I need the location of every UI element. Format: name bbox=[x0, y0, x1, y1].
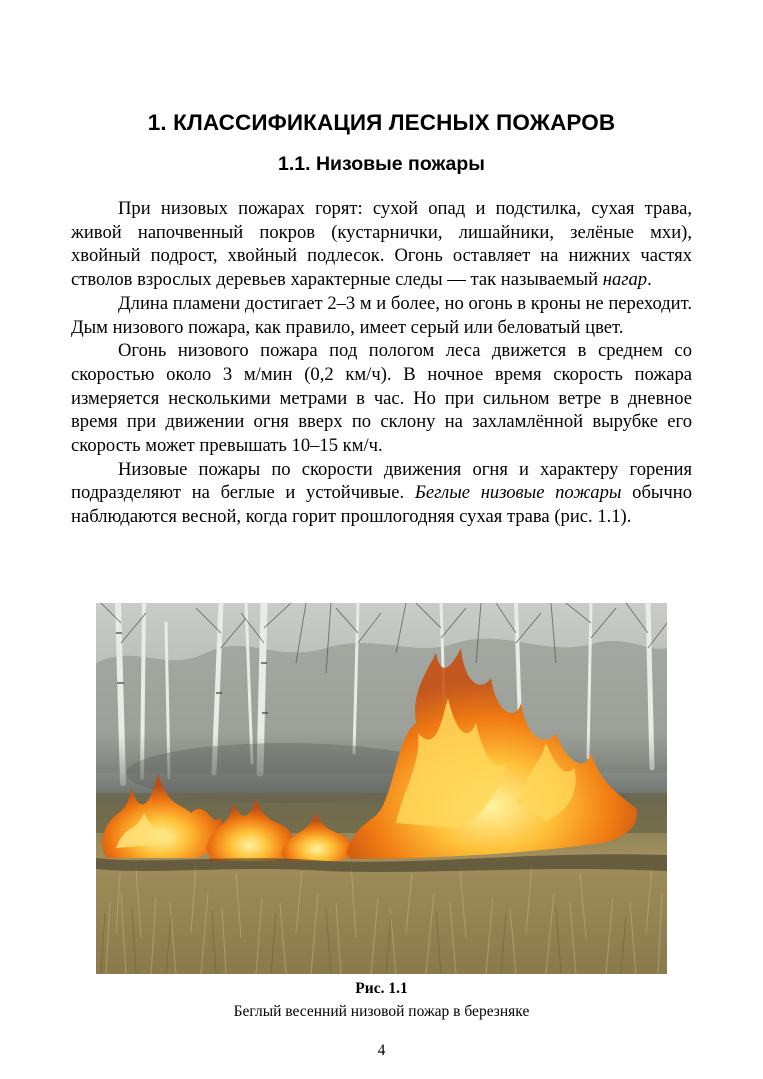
body-text bbox=[71, 197, 692, 529]
chapter-title: 1. КЛАССИФИКАЦИЯ ЛЕСНЫХ ПОЖАРОВ bbox=[147, 110, 616, 135]
figure-caption: Беглый весенний низовой пожар в березняке bbox=[233, 1003, 530, 1020]
emphasis-nagar: нагар bbox=[602, 269, 648, 291]
section-title: 1.1. Низовые пожары bbox=[278, 153, 485, 175]
figure-photo-forest-fire bbox=[96, 603, 667, 974]
forest-fire-illustration bbox=[96, 603, 667, 974]
paragraph-1 bbox=[71, 197, 692, 292]
paragraph-1-text: При низовых пожарах горят: сухой опад и подстилка, сухая трава, живой напочвенный покров (кустарнички, лишайники, зелёные мхи), хвойный подрост, хвойный подлесок. Огонь оставляет на нижних частях стволов взрослых деревьев характерные следы — так называемый bbox=[71, 198, 692, 291]
paragraph-3: Огонь низового пожара под пологом леса движется в среднем со скоростью около 3 м/мин (0,2 км/ч). В ночное время скорость пожара измеряется несколькими метрами в час. Но при сильном ветре в дневное время при движении огня вверх по склону на захламлённой вырубке его скорость может превышать 10–15 км/ч. bbox=[71, 340, 692, 457]
paragraph-2: Длина пламени достигает 2–3 м и более, но огонь в кроны не переходит. Дым низового пожара, как правило, имеет серый или беловатый цвет. bbox=[71, 292, 692, 338]
figure-label: Рис. 1.1 bbox=[355, 980, 408, 997]
paragraph-4 bbox=[71, 458, 692, 529]
page-number: 4 bbox=[377, 1042, 386, 1059]
paragraph-4-text: Низовые пожары по скорости движения огня и характеру горения подразделяют на беглые и устойчивые. bbox=[71, 458, 692, 504]
paragraph-1-tail: . bbox=[647, 269, 652, 291]
paragraph-4-tail: обычно наблюдаются весной, когда горит прошлогодняя сухая трава (рис. 1.1). bbox=[71, 482, 692, 528]
emphasis-fast-fires: Беглые низовые пожары bbox=[414, 482, 622, 504]
